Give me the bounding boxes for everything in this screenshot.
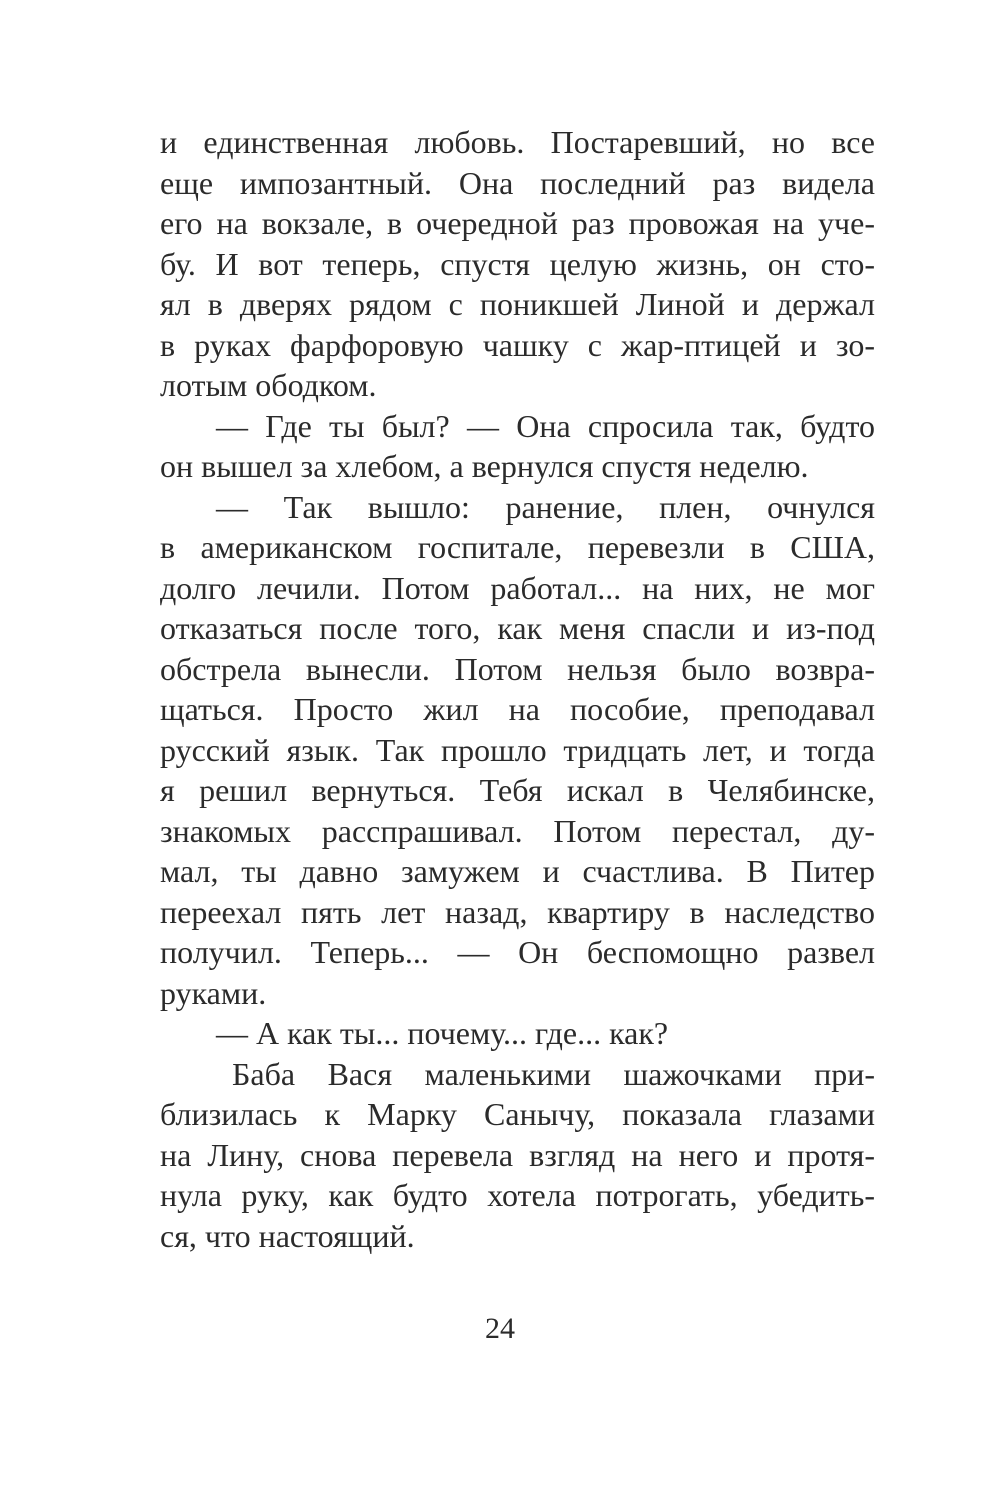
text-line: я решил вернуться. Тебя искал в Челябинске, [160, 772, 875, 808]
body-text [160, 122, 875, 1256]
text-line: долго лечили. Потом работал... на них, не мог [160, 569, 875, 606]
dialogue-line: — А как ты... почему... где... как? [216, 1015, 669, 1051]
text-line: получил. Теперь... — Он беспомощно развел [160, 934, 875, 970]
text-line: руками. [160, 974, 267, 1011]
text-line: знакомых расспрашивал. Потом перестал, ду- [160, 812, 875, 849]
text-line: и единственная любовь. Постаревший, но все [160, 124, 875, 160]
text-line: лотым ободком. [160, 367, 377, 403]
text-line: нула руку, как будто хотела потрогать, убедить- [160, 1177, 875, 1213]
text-line: мал, ты давно замужем и счастлива. В Питер [160, 853, 875, 889]
text-line: Баба Вася маленькими шажочками при- [232, 1055, 875, 1092]
text-line: он вышел за хлебом, а вернулся спустя неделю. [160, 448, 809, 484]
text-line: еще импозантный. Она последний раз видела [160, 164, 875, 201]
text-line: в руках фарфоровую чашку с жар-птицей и зо- [160, 326, 875, 363]
text-line: в американском госпитале, перевезли в США, [160, 529, 875, 565]
text-line: переехал пять лет назад, квартиру в наследство [160, 893, 875, 930]
text-line: на Лину, снова перевела взгляд на него и протя- [160, 1136, 875, 1173]
page-number: 24 [485, 1312, 515, 1345]
text-line: близилась к Марку Санычу, показала глазами [160, 1096, 875, 1132]
text-line: бу. И вот теперь, спустя целую жизнь, он сто- [160, 245, 875, 282]
text-line: обстрела вынесли. Потом нельзя было возвра- [160, 650, 875, 687]
text-line: ся, что настоящий. [160, 1217, 415, 1254]
text-line: русский язык. Так прошло тридцать лет, и тогда [160, 731, 875, 768]
text-line: ял в дверях рядом с поникшей Линой и держал [160, 286, 875, 322]
dialogue-line: — Так вышло: ранение, плен, очнулся [216, 488, 875, 525]
text-line: щаться. Просто жил на пособие, преподавал [160, 691, 875, 727]
dialogue-line: — Где ты был? — Она спросила так, будто [216, 407, 875, 444]
text-line: его на вокзале, в очередной раз провожая на уче- [160, 205, 875, 241]
text-line: отказаться после того, как меня спасли и из-под [160, 610, 875, 646]
